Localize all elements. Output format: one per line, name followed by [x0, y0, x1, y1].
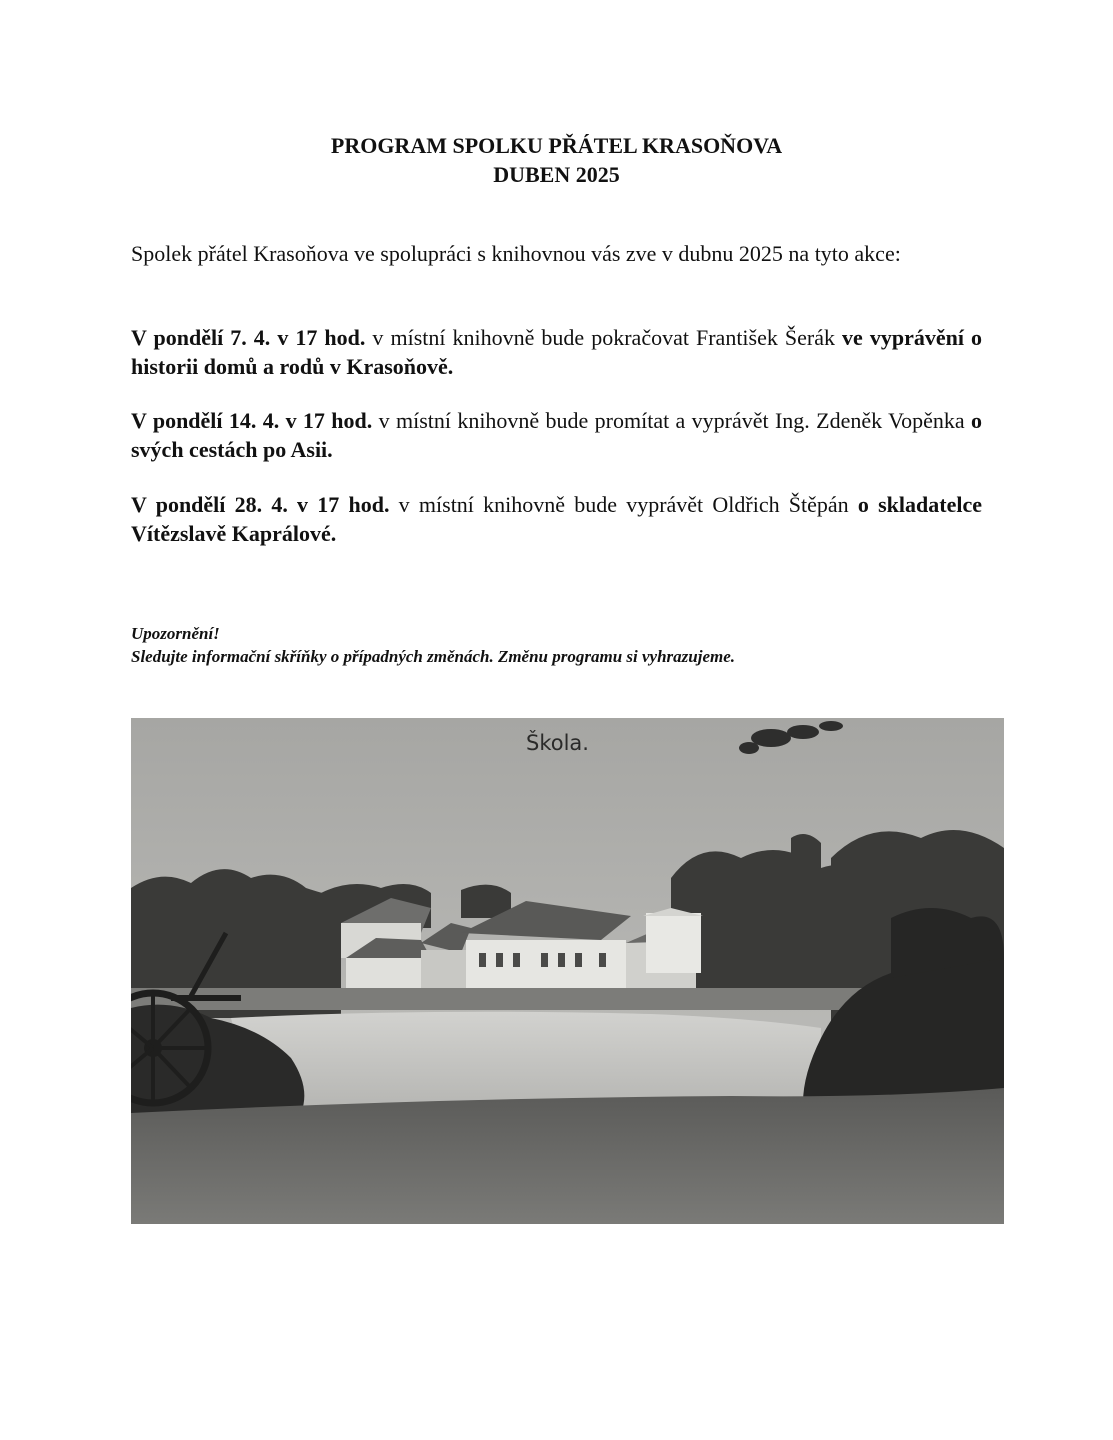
building-right: [643, 908, 703, 973]
notice-block: [131, 622, 982, 668]
event-3-text: v místní knihovně bude vyprávět Oldřich Štěpán: [389, 492, 858, 517]
intro-paragraph: Spolek přátel Krasoňova ve spolupráci s knihovnou vás zve v dubnu 2025 na tyto akce:: [131, 241, 901, 266]
title-line-2: DUBEN 2025: [493, 162, 620, 187]
event-1-when: V pondělí 7. 4. v 17 hod.: [131, 325, 366, 350]
event-2-topic: o svých cestách po Asii.: [131, 408, 983, 462]
title-line-1: PROGRAM SPOLKU PŘÁTEL KRASOŇOVA: [330, 133, 783, 158]
event-paragraph-3: [131, 490, 982, 548]
notice-text: Sledujte informační skříňky o případných změnách. Změnu programu si vyhrazujeme.: [131, 647, 736, 666]
historic-school-photo: [131, 718, 1004, 1224]
notice-heading: Upozornění!: [131, 624, 220, 643]
event-1-text: v místní knihovně bude pokračovat František Šerák: [365, 325, 843, 350]
event-3-topic: o skladatelce Vítězslavě Kaprálové.: [131, 492, 982, 546]
event-2-text: v místní knihovně bude promítat a vyprávět Ing. Zdeněk Vopěnka: [372, 408, 972, 433]
event-3-when: V pondělí 28. 4. v 17 hod.: [131, 492, 390, 517]
event-paragraph-1: [131, 323, 982, 381]
event-paragraph-2: [131, 406, 982, 464]
page-title: [0, 131, 1113, 189]
photo-caption: Škola.: [526, 731, 589, 755]
photo-illustration: [131, 718, 1004, 1224]
event-1-topic: ve vyprávění o historii domů a rodů v Krasoňově.: [131, 325, 982, 379]
event-2-when: V pondělí 14. 4. v 17 hod.: [131, 408, 373, 433]
foreground-ground: [131, 1088, 1004, 1224]
